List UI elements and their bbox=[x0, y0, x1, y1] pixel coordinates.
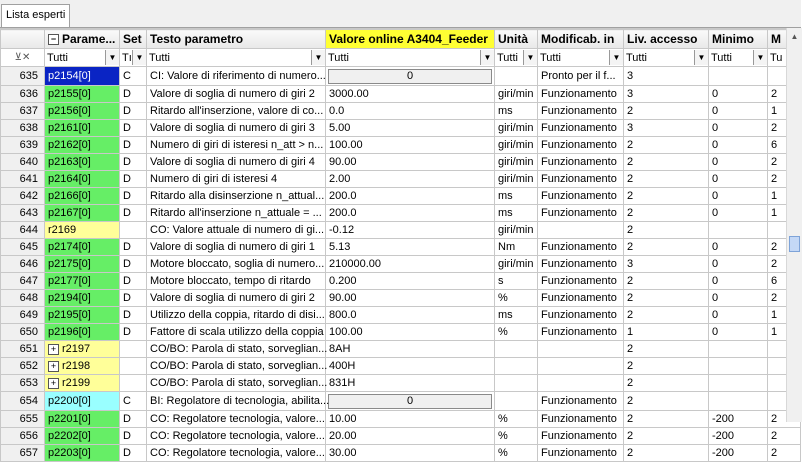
row-number: 657 bbox=[1, 445, 45, 462]
parameter-text-cell: Motore bloccato, tempo di ritardo bbox=[147, 273, 326, 290]
value-button[interactable]: 0 bbox=[328, 69, 492, 84]
dropdown-icon: ▼ bbox=[105, 50, 119, 65]
unit-cell: % bbox=[495, 428, 538, 445]
set-cell: C bbox=[120, 67, 147, 86]
vertical-scrollbar[interactable] bbox=[786, 28, 802, 422]
online-value-cell[interactable]: 200.0 bbox=[326, 205, 495, 222]
parameter-grid[interactable] bbox=[0, 28, 786, 459]
tab-lista-esperti[interactable]: Lista esperti bbox=[1, 4, 70, 27]
parameter-cell[interactable]: p2162[0] bbox=[45, 137, 120, 154]
unit-cell: % bbox=[495, 411, 538, 428]
parameter-cell[interactable]: p2200[0] bbox=[45, 392, 120, 411]
modifiable-cell: Funzionamento bbox=[538, 392, 624, 411]
column-header-modifiable[interactable]: Modificab. in bbox=[538, 30, 624, 49]
minimum-cell: 0 bbox=[709, 307, 768, 324]
access-level-cell: 2 bbox=[624, 137, 709, 154]
unit-cell: s bbox=[495, 273, 538, 290]
modifiable-cell: Funzionamento bbox=[538, 290, 624, 307]
set-cell: D bbox=[120, 428, 147, 445]
parameter-cell[interactable]: r2169 bbox=[45, 222, 120, 239]
access-level-cell: 2 bbox=[624, 307, 709, 324]
parameter-cell[interactable]: p2163[0] bbox=[45, 154, 120, 171]
filter-modifiable[interactable]: Tutti ▼ bbox=[538, 49, 624, 67]
access-level-cell: 2 bbox=[624, 273, 709, 290]
maximum-cell: 2 bbox=[768, 411, 801, 428]
collapse-icon[interactable]: − bbox=[48, 34, 59, 45]
unit-cell bbox=[495, 358, 538, 375]
unit-cell: giri/min bbox=[495, 256, 538, 273]
set-cell: D bbox=[120, 411, 147, 428]
unit-cell: giri/min bbox=[495, 137, 538, 154]
parameter-text-cell: Ritardo all'inserzione n_attuale = ... bbox=[147, 205, 326, 222]
parameter-text-cell: Fattore di scala utilizzo della coppia bbox=[147, 324, 326, 341]
column-header-online-value[interactable]: Valore online A3404_Feeder bbox=[326, 30, 495, 49]
parameter-cell[interactable]: p2194[0] bbox=[45, 290, 120, 307]
maximum-cell: 6 bbox=[768, 137, 801, 154]
parameter-text-cell: Valore di soglia di numero di giri 4 bbox=[147, 154, 326, 171]
parameter-cell[interactable]: p2161[0] bbox=[45, 120, 120, 137]
access-level-cell: 2 bbox=[624, 411, 709, 428]
maximum-cell: 2 bbox=[768, 445, 801, 462]
maximum-cell: 6 bbox=[768, 273, 801, 290]
online-value-cell[interactable]: 0.0 bbox=[326, 103, 495, 120]
maximum-cell: 2 bbox=[768, 120, 801, 137]
set-cell: D bbox=[120, 103, 147, 120]
minimum-cell bbox=[709, 375, 768, 392]
table-row[interactable] bbox=[1, 411, 801, 428]
table-row[interactable] bbox=[1, 205, 801, 222]
parameter-text-cell: CO/BO: Parola di stato, sorveglian... bbox=[147, 375, 326, 392]
modifiable-cell: Funzionamento bbox=[538, 445, 624, 462]
column-header-text[interactable]: Testo parametro bbox=[147, 30, 326, 49]
unit-cell: ms bbox=[495, 205, 538, 222]
unit-cell: ms bbox=[495, 103, 538, 120]
parameter-text-cell: BI: Regolatore di tecnologia, abilita... bbox=[147, 392, 326, 411]
value-button[interactable]: 0 bbox=[328, 394, 492, 409]
table-row[interactable] bbox=[1, 273, 801, 290]
set-cell: D bbox=[120, 256, 147, 273]
unit-cell: Nm bbox=[495, 239, 538, 256]
set-cell: D bbox=[120, 445, 147, 462]
access-level-cell: 2 bbox=[624, 103, 709, 120]
modifiable-cell bbox=[538, 375, 624, 392]
access-level-cell: 2 bbox=[624, 445, 709, 462]
tab-bar bbox=[0, 0, 801, 28]
table-body bbox=[1, 67, 801, 462]
maximum-cell: 2 bbox=[768, 428, 801, 445]
unit-cell: ms bbox=[495, 188, 538, 205]
minimum-cell: -200 bbox=[709, 411, 768, 428]
parameter-cell[interactable]: p2202[0] bbox=[45, 428, 120, 445]
modifiable-cell: Funzionamento bbox=[538, 273, 624, 290]
modifiable-cell: Funzionamento bbox=[538, 256, 624, 273]
dropdown-icon: ▼ bbox=[132, 50, 146, 65]
dropdown-icon: ▼ bbox=[311, 50, 325, 65]
modifiable-cell: Funzionamento bbox=[538, 137, 624, 154]
access-level-cell: 2 bbox=[624, 171, 709, 188]
clear-filter-icon[interactable]: ⊻✕ bbox=[1, 49, 45, 67]
parameter-text-cell: CO/BO: Parola di stato, sorveglian... bbox=[147, 341, 326, 358]
row-number-header bbox=[1, 30, 45, 49]
modifiable-cell bbox=[538, 341, 624, 358]
minimum-cell: 0 bbox=[709, 86, 768, 103]
unit-cell bbox=[495, 67, 538, 86]
online-value-cell[interactable]: 100.00 bbox=[326, 137, 495, 154]
table-row[interactable] bbox=[1, 428, 801, 445]
online-value-cell[interactable]: 5.00 bbox=[326, 120, 495, 137]
minimum-cell: 0 bbox=[709, 324, 768, 341]
table-row[interactable] bbox=[1, 222, 801, 239]
table-row[interactable] bbox=[1, 120, 801, 137]
filter-access-level[interactable]: Tutti ▼ bbox=[624, 49, 709, 67]
modifiable-cell: Funzionamento bbox=[538, 239, 624, 256]
parameter-text-cell: CI: Valore di riferimento di numero... bbox=[147, 67, 326, 86]
maximum-cell: 1 bbox=[768, 307, 801, 324]
online-value-cell[interactable] bbox=[326, 392, 495, 411]
maximum-cell: 2 bbox=[768, 290, 801, 307]
online-value-cell[interactable]: 831H bbox=[326, 375, 495, 392]
online-value-cell[interactable]: 90.00 bbox=[326, 290, 495, 307]
maximum-cell: 1 bbox=[768, 205, 801, 222]
table-row[interactable] bbox=[1, 188, 801, 205]
parameter-text-cell: Utilizzo della coppia, ritardo di disi... bbox=[147, 307, 326, 324]
online-value-cell[interactable]: 5.13 bbox=[326, 239, 495, 256]
table-row[interactable] bbox=[1, 341, 801, 358]
row-number: 649 bbox=[1, 307, 45, 324]
table-row[interactable] bbox=[1, 445, 801, 462]
table-row[interactable] bbox=[1, 171, 801, 188]
unit-cell: % bbox=[495, 290, 538, 307]
row-number: 636 bbox=[1, 86, 45, 103]
set-cell: D bbox=[120, 154, 147, 171]
row-number: 639 bbox=[1, 137, 45, 154]
online-value-cell[interactable] bbox=[326, 67, 495, 86]
column-header-set[interactable]: Set bbox=[120, 30, 147, 49]
set-cell: D bbox=[120, 307, 147, 324]
filter-set[interactable]: Tı ▼ bbox=[120, 49, 147, 67]
unit-cell: % bbox=[495, 445, 538, 462]
unit-cell: giri/min bbox=[495, 154, 538, 171]
minimum-cell: 0 bbox=[709, 103, 768, 120]
modifiable-cell bbox=[538, 358, 624, 375]
set-cell: D bbox=[120, 171, 147, 188]
access-level-cell: 2 bbox=[624, 154, 709, 171]
minimum-cell: 0 bbox=[709, 205, 768, 222]
parameter-cell[interactable]: + r2199 bbox=[45, 375, 120, 392]
online-value-cell[interactable]: 3000.00 bbox=[326, 86, 495, 103]
parameter-text-cell: Valore di soglia di numero di giri 2 bbox=[147, 86, 326, 103]
row-number: 645 bbox=[1, 239, 45, 256]
parameter-cell[interactable]: p2203[0] bbox=[45, 445, 120, 462]
row-number: 646 bbox=[1, 256, 45, 273]
minimum-cell: -200 bbox=[709, 445, 768, 462]
minimum-cell bbox=[709, 358, 768, 375]
table-row[interactable] bbox=[1, 307, 801, 324]
online-value-cell[interactable]: 8AH bbox=[326, 341, 495, 358]
access-level-cell: 3 bbox=[624, 86, 709, 103]
modifiable-cell: Funzionamento bbox=[538, 86, 624, 103]
maximum-cell: 2 bbox=[768, 171, 801, 188]
expand-icon[interactable]: + bbox=[48, 361, 59, 372]
set-cell bbox=[120, 375, 147, 392]
expand-icon[interactable]: + bbox=[48, 378, 59, 389]
row-number: 641 bbox=[1, 171, 45, 188]
row-number: 647 bbox=[1, 273, 45, 290]
modifiable-cell bbox=[538, 222, 624, 239]
online-value-cell[interactable]: 200.0 bbox=[326, 188, 495, 205]
unit-cell: giri/min bbox=[495, 120, 538, 137]
parameter-cell[interactable]: p2196[0] bbox=[45, 324, 120, 341]
row-number: 635 bbox=[1, 67, 45, 86]
modifiable-cell: Funzionamento bbox=[538, 324, 624, 341]
set-cell: D bbox=[120, 86, 147, 103]
parameter-cell[interactable]: + r2197 bbox=[45, 341, 120, 358]
filter-parameter[interactable]: Tutti ▼ bbox=[45, 49, 120, 67]
access-level-cell: 2 bbox=[624, 358, 709, 375]
parameter-text-cell: Numero di giri di isteresi n_att > n... bbox=[147, 137, 326, 154]
minimum-cell: 0 bbox=[709, 273, 768, 290]
set-cell: D bbox=[120, 120, 147, 137]
parameter-text-cell: CO: Regolatore tecnologia, valore... bbox=[147, 445, 326, 462]
header-row bbox=[1, 30, 801, 49]
parameter-cell[interactable]: p2166[0] bbox=[45, 188, 120, 205]
modifiable-cell: Funzionamento bbox=[538, 154, 624, 171]
set-cell bbox=[120, 222, 147, 239]
table-row[interactable] bbox=[1, 154, 801, 171]
access-level-cell: 3 bbox=[624, 120, 709, 137]
set-cell bbox=[120, 341, 147, 358]
parameter-text-cell: CO: Regolatore tecnologia, valore... bbox=[147, 428, 326, 445]
modifiable-cell: Funzionamento bbox=[538, 103, 624, 120]
dropdown-icon: ▼ bbox=[694, 50, 708, 65]
row-number: 643 bbox=[1, 205, 45, 222]
unit-cell: giri/min bbox=[495, 171, 538, 188]
modifiable-cell: Funzionamento bbox=[538, 307, 624, 324]
parameter-text-cell: Valore di soglia di numero di giri 2 bbox=[147, 290, 326, 307]
table-row[interactable] bbox=[1, 358, 801, 375]
dropdown-icon: ▼ bbox=[609, 50, 623, 65]
minimum-cell: 0 bbox=[709, 171, 768, 188]
minimum-cell bbox=[709, 67, 768, 86]
parameter-text-cell: CO: Valore attuale di numero di gi... bbox=[147, 222, 326, 239]
unit-cell bbox=[495, 392, 538, 411]
parameter-text-cell: Valore di soglia di numero di giri 3 bbox=[147, 120, 326, 137]
unit-cell: ms bbox=[495, 307, 538, 324]
row-number: 638 bbox=[1, 120, 45, 137]
table-row[interactable] bbox=[1, 103, 801, 120]
online-value-cell[interactable]: 10.00 bbox=[326, 411, 495, 428]
unit-cell: % bbox=[495, 324, 538, 341]
row-number: 653 bbox=[1, 375, 45, 392]
scroll-up-icon[interactable]: ▲ bbox=[790, 32, 799, 41]
row-number: 644 bbox=[1, 222, 45, 239]
column-header-minimum[interactable]: Minimo bbox=[709, 30, 768, 49]
row-number: 654 bbox=[1, 392, 45, 411]
parameter-cell[interactable]: p2155[0] bbox=[45, 86, 120, 103]
table-row[interactable] bbox=[1, 239, 801, 256]
maximum-cell: 1 bbox=[768, 188, 801, 205]
minimum-cell: 0 bbox=[709, 290, 768, 307]
maximum-cell: 2 bbox=[768, 154, 801, 171]
row-number: 642 bbox=[1, 188, 45, 205]
table-row[interactable] bbox=[1, 67, 801, 86]
unit-cell: giri/min bbox=[495, 86, 538, 103]
parameter-cell[interactable]: p2156[0] bbox=[45, 103, 120, 120]
dropdown-icon: ▼ bbox=[523, 50, 537, 65]
access-level-cell: 2 bbox=[624, 392, 709, 411]
row-number: 648 bbox=[1, 290, 45, 307]
minimum-cell: 0 bbox=[709, 137, 768, 154]
column-header-maximum[interactable]: M bbox=[768, 30, 801, 49]
parameter-cell[interactable]: p2177[0] bbox=[45, 273, 120, 290]
access-level-cell: 2 bbox=[624, 341, 709, 358]
access-level-cell: 2 bbox=[624, 188, 709, 205]
row-number: 655 bbox=[1, 411, 45, 428]
set-cell: D bbox=[120, 137, 147, 154]
parameter-table bbox=[0, 29, 801, 462]
row-number: 656 bbox=[1, 428, 45, 445]
access-level-cell: 3 bbox=[624, 67, 709, 86]
parameter-text-cell: Ritardo alla disinserzione n_attual... bbox=[147, 188, 326, 205]
parameter-cell[interactable]: p2164[0] bbox=[45, 171, 120, 188]
table-row[interactable] bbox=[1, 392, 801, 411]
parameter-text-cell: Valore di soglia di numero di giri 1 bbox=[147, 239, 326, 256]
table-row[interactable] bbox=[1, 290, 801, 307]
table-row[interactable] bbox=[1, 375, 801, 392]
set-cell bbox=[120, 358, 147, 375]
parameter-cell[interactable]: p2175[0] bbox=[45, 256, 120, 273]
modifiable-cell: Funzionamento bbox=[538, 188, 624, 205]
access-level-cell: 2 bbox=[624, 428, 709, 445]
filter-text[interactable]: Tutti ▼ bbox=[147, 49, 326, 67]
minimum-cell: -200 bbox=[709, 428, 768, 445]
column-header-parameter[interactable]: − Parame... bbox=[45, 30, 120, 49]
maximum-cell: 2 bbox=[768, 239, 801, 256]
online-value-cell[interactable]: 400H bbox=[326, 358, 495, 375]
filter-online-value[interactable]: Tutti ▼ bbox=[326, 49, 495, 67]
access-level-cell: 3 bbox=[624, 256, 709, 273]
modifiable-cell: Funzionamento bbox=[538, 411, 624, 428]
modifiable-cell: Funzionamento bbox=[538, 171, 624, 188]
filter-maximum[interactable]: Tu bbox=[768, 49, 801, 67]
access-level-cell: 2 bbox=[624, 290, 709, 307]
online-value-cell[interactable]: 30.00 bbox=[326, 445, 495, 462]
online-value-cell[interactable]: 210000.00 bbox=[326, 256, 495, 273]
filter-row bbox=[1, 49, 801, 67]
maximum-cell: 1 bbox=[768, 103, 801, 120]
minimum-cell bbox=[709, 341, 768, 358]
online-value-cell[interactable]: 800.0 bbox=[326, 307, 495, 324]
minimum-cell: 0 bbox=[709, 256, 768, 273]
access-level-cell: 2 bbox=[624, 239, 709, 256]
expand-icon[interactable]: + bbox=[48, 344, 59, 355]
modifiable-cell: Funzionamento bbox=[538, 120, 624, 137]
maximum-cell: 2 bbox=[768, 256, 801, 273]
parameter-cell[interactable]: p2201[0] bbox=[45, 411, 120, 428]
modifiable-cell: Funzionamento bbox=[538, 205, 624, 222]
unit-cell bbox=[495, 341, 538, 358]
modifiable-cell: Pronto per il f... bbox=[538, 67, 624, 86]
online-value-cell[interactable]: 90.00 bbox=[326, 154, 495, 171]
minimum-cell bbox=[709, 392, 768, 411]
maximum-cell: 2 bbox=[768, 86, 801, 103]
column-header-unit[interactable]: Unità bbox=[495, 30, 538, 49]
set-cell: D bbox=[120, 290, 147, 307]
access-level-cell: 1 bbox=[624, 324, 709, 341]
parameter-cell[interactable]: p2154[0] bbox=[45, 67, 120, 86]
parameter-text-cell: Motore bloccato, soglia di numero... bbox=[147, 256, 326, 273]
access-level-cell: 2 bbox=[624, 205, 709, 222]
set-cell: D bbox=[120, 205, 147, 222]
parameter-text-cell: Ritardo all'inserzione, valore di co... bbox=[147, 103, 326, 120]
set-cell: D bbox=[120, 273, 147, 290]
row-number: 640 bbox=[1, 154, 45, 171]
table-row[interactable] bbox=[1, 324, 801, 341]
minimum-cell: 0 bbox=[709, 188, 768, 205]
scrollbar-thumb[interactable] bbox=[789, 236, 800, 252]
filter-minimum[interactable]: Tutti ▼ bbox=[709, 49, 768, 67]
access-level-cell: 2 bbox=[624, 375, 709, 392]
column-header-access-level[interactable]: Liv. accesso bbox=[624, 30, 709, 49]
online-value-cell[interactable]: -0.12 bbox=[326, 222, 495, 239]
modifiable-cell: Funzionamento bbox=[538, 428, 624, 445]
row-number: 651 bbox=[1, 341, 45, 358]
table-row[interactable] bbox=[1, 256, 801, 273]
unit-cell bbox=[495, 375, 538, 392]
dropdown-icon: ▼ bbox=[480, 50, 494, 65]
set-cell: C bbox=[120, 392, 147, 411]
table-row[interactable] bbox=[1, 86, 801, 103]
minimum-cell: 0 bbox=[709, 239, 768, 256]
online-value-cell[interactable]: 0.200 bbox=[326, 273, 495, 290]
parameter-cell[interactable]: + r2198 bbox=[45, 358, 120, 375]
unit-cell: giri/min bbox=[495, 222, 538, 239]
online-value-cell[interactable]: 100.00 bbox=[326, 324, 495, 341]
set-cell: D bbox=[120, 239, 147, 256]
access-level-cell: 2 bbox=[624, 222, 709, 239]
parameter-cell[interactable]: p2195[0] bbox=[45, 307, 120, 324]
dropdown-icon: ▼ bbox=[753, 50, 767, 65]
row-number: 637 bbox=[1, 103, 45, 120]
row-number: 652 bbox=[1, 358, 45, 375]
parameter-text-cell: CO/BO: Parola di stato, sorveglian... bbox=[147, 358, 326, 375]
parameter-text-cell: Numero di giri di isteresi 4 bbox=[147, 171, 326, 188]
row-number: 650 bbox=[1, 324, 45, 341]
online-value-cell[interactable]: 20.00 bbox=[326, 428, 495, 445]
table-row[interactable] bbox=[1, 137, 801, 154]
set-cell: D bbox=[120, 188, 147, 205]
online-value-cell[interactable]: 2.00 bbox=[326, 171, 495, 188]
parameter-cell[interactable]: p2167[0] bbox=[45, 205, 120, 222]
set-cell: D bbox=[120, 324, 147, 341]
parameter-text-cell: CO: Regolatore tecnologia, valore... bbox=[147, 411, 326, 428]
maximum-cell: 1 bbox=[768, 324, 801, 341]
minimum-cell: 0 bbox=[709, 120, 768, 137]
filter-unit[interactable]: Tutti ▼ bbox=[495, 49, 538, 67]
minimum-cell: 0 bbox=[709, 154, 768, 171]
minimum-cell bbox=[709, 222, 768, 239]
parameter-cell[interactable]: p2174[0] bbox=[45, 239, 120, 256]
